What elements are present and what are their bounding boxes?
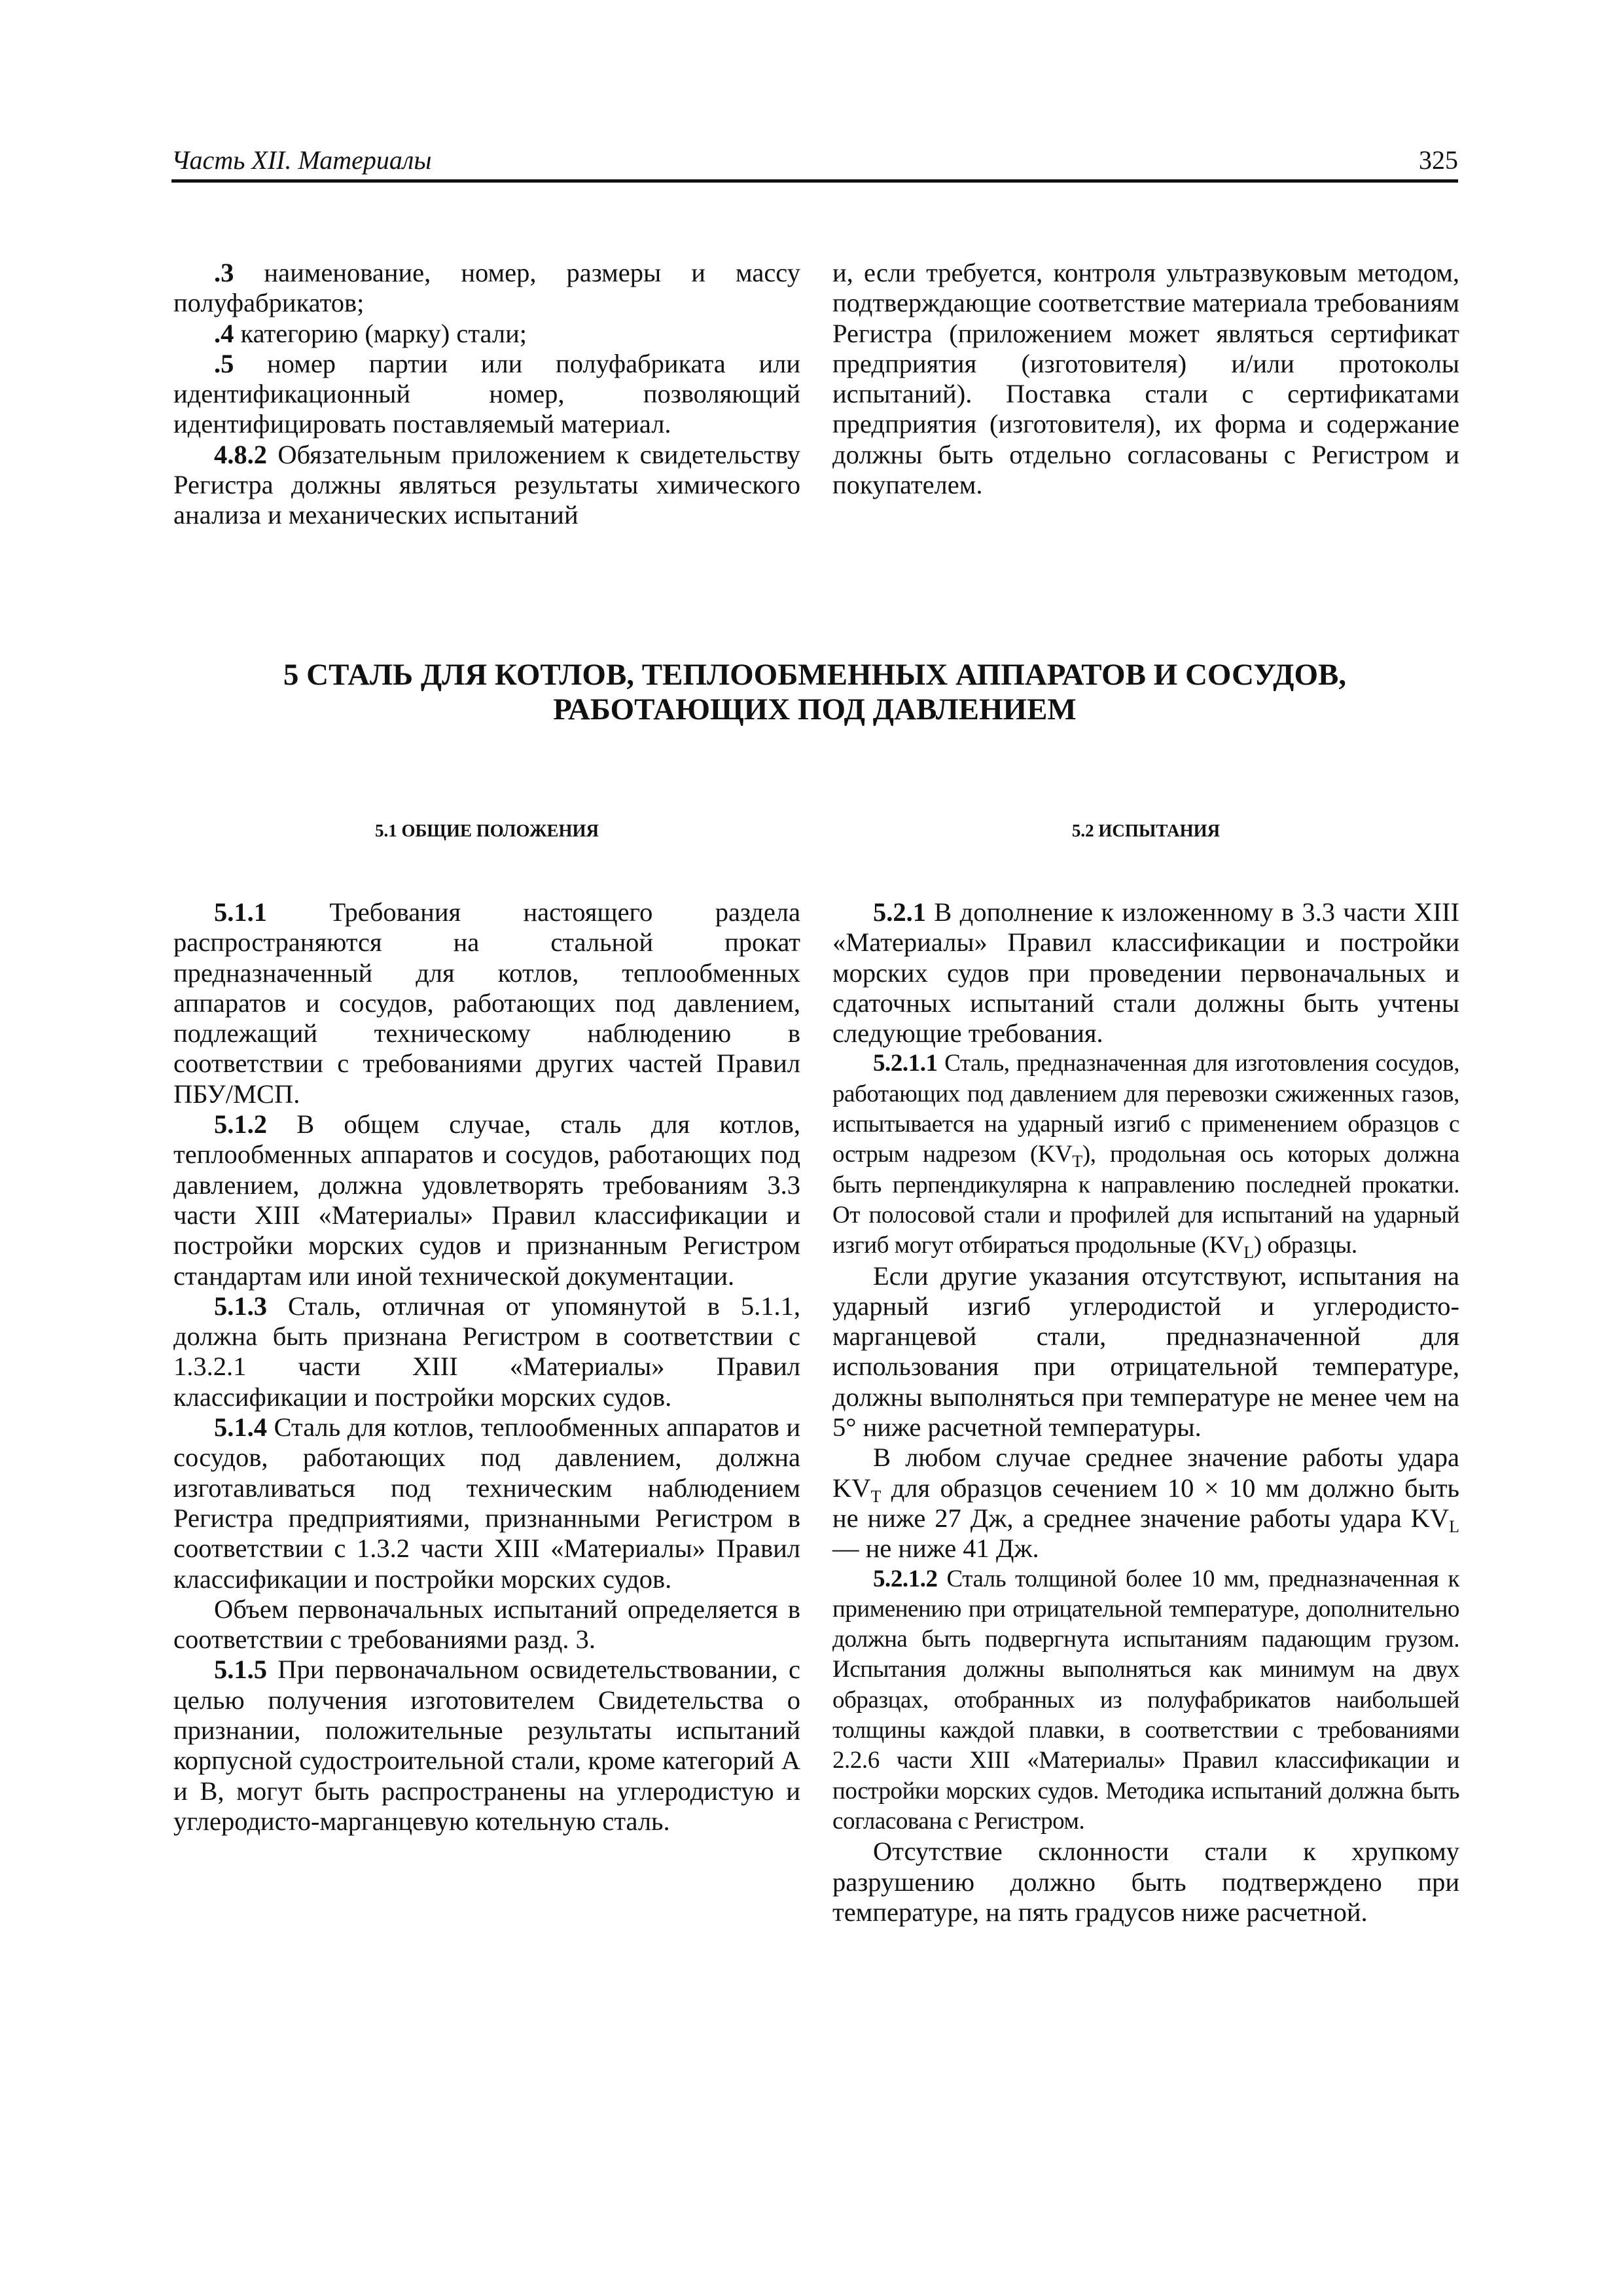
paragraph-initial-tests: Объем первоначальных испытаний определяется в соответствии с требованиями разд. 3. [173, 1594, 800, 1655]
paragraph-brittle-fracture: Отсутствие склонности стали к хрупкому разрушению должно быть подтверждено при температуре, на пять градусов ниже расчетной. [832, 1837, 1459, 1927]
paragraph-5-1-4: 5.1.4 Сталь для котлов, теплообменных аппаратов и сосудов, работающих под давлением, должна изготавливаться под техническим наблюдением Регистра предприятиями, признанными Регистром в соответствии с 1.3.2 части XIII «Материалы» Правил классификации и постройки морских судов. [173, 1412, 800, 1594]
part-title: Часть XII. Материалы [171, 145, 432, 175]
list-item: .3 наименование, номер, размеры и массу полуфабрикатов; [173, 258, 800, 318]
list-item: .5 номер партии или полуфабриката или идентификационный номер, позволяющий идентифицировать поставляемый материал. [173, 348, 800, 439]
chapter-title-line-1: 5 СТАЛЬ ДЛЯ КОТЛОВ, ТЕПЛООБМЕННЫХ АППАРАТОВ И СОСУДОВ, [283, 658, 1347, 692]
paragraph-continuation: и, если требуется, контроля ультразвуковым методом, подтверждающие соответствие материала требованиям Регистра (приложением может являться сертификат предприятия (изготовителя) и/или протоколы испытаний). Поставка стали с сертификатами предприятия (изготовителя), их форма и содержание должны быть отдельно согласованы с Регистром и покупателем. [832, 258, 1459, 500]
paragraph-impact-energy: В любом случае среднее значение работы удара $KV_T$ для образцов сечением 10 × 10 мм должно быть не ниже 27 Дж, а среднее значение работы удара $KV_L$ — не ниже 41 Дж. [832, 1443, 1459, 1564]
intro-left-column [173, 258, 800, 531]
intro-right-column [832, 258, 1459, 500]
section-5-1-body [173, 897, 800, 1837]
paragraph-5-1-5: 5.1.5 При первоначальном освидетельствовании, с целью получения изготовителем Свидетельства о признании, положительные результаты испытаний корпусной судостроительной стали, кроме категорий А и В, могут быть распространены на углеродистую и углеродисто-марганцевую котельную сталь. [173, 1655, 800, 1836]
chapter-title-line-2: РАБОТАЮЩИХ ПОД ДАВЛЕНИЕМ [553, 692, 1077, 726]
running-header [171, 145, 1458, 183]
paragraph-5-2-1: 5.2.1 В дополнение к изложенному в 3.3 части XIII «Материалы» Правил классификации и постройки морских судов при проведении первоначальных и сдаточных испытаний стали должны быть учтены следующие требования. [832, 897, 1459, 1049]
section-5-2-body [832, 897, 1459, 1928]
section-heading-5-1: 5.1 ОБЩИЕ ПОЛОЖЕНИЯ [374, 821, 599, 840]
paragraph-5-1-2: 5.1.2 В общем случае, сталь для котлов, теплообменных аппаратов и сосудов, работающих под давлением, должна удовлетворять требованиям 3.3 части XIII «Материалы» Правил классификации и постройки морских судов и признанным Регистром стандартам или иной технической документации. [173, 1109, 800, 1291]
paragraph-5-1-1: 5.1.1 Требования настоящего раздела распространяются на стальной прокат предназначенный для котлов, теплообменных аппаратов и сосудов, работающих под давлением, подлежащий техническому наблюдению в соответствии с требованиями других частей Правил ПБУ/МСП. [173, 897, 800, 1109]
paragraph-5-1-3: 5.1.3 Сталь, отличная от упомянутой в 5.1.1, должна быть признана Регистром в соответствии с 1.3.2.1 части XIII «Материалы» Правил классификации и постройки морских судов. [173, 1291, 800, 1412]
paragraph-4-8-2: 4.8.2 Обязательным приложением к свидетельству Регистра должны являться результаты химического анализа и механических испытаний [173, 439, 800, 530]
paragraph-5-2-1-1: 5.2.1.1 Сталь, предназначенная для изготовления сосудов, работающих под давлением для перевозки сжиженных газов, испытывается на ударный изгиб с применением образцов с острым надрезом $(KV_Т)$, продольная ось которых должна быть перпендикулярна к направлению последней прокатки. От полосовой стали и профилей для испытаний на ударный изгиб могут отбираться продольные $(KV_L)$ образцы. [832, 1050, 1460, 1263]
page-number: 325 [1419, 145, 1458, 175]
list-item: .4 категорию (марку) стали; [214, 318, 527, 348]
chapter-title [171, 658, 1458, 727]
paragraph-5-2-1-2: 5.2.1.2 Сталь толщиной более 10 мм, предназначенная к применению при отрицательной температуре, дополнительно должна быть подвергнута испытаниям падающим грузом. Испытания должны выполняться как минимум на двух образцах, отобранных из полуфабрикатов наибольшей толщины каждой плавки, в соответствии с требованиями 2.2.6 части XIII «Материалы» Правил классификации и постройки морских судов. Методика испытаний должна быть согласована с Регистром. [832, 1565, 1459, 1835]
paragraph-impact-temperature: Если другие указания отсутствуют, испытания на ударный изгиб углеродистой и углеродисто-марганцевой стали, предназначенной для использования при отрицательной температуре, должны выполняться при температуре не менее чем на 5° ниже расчетной температуры. [832, 1261, 1459, 1443]
section-heading-5-2: 5.2 ИСПЫТАНИЯ [1071, 821, 1221, 840]
